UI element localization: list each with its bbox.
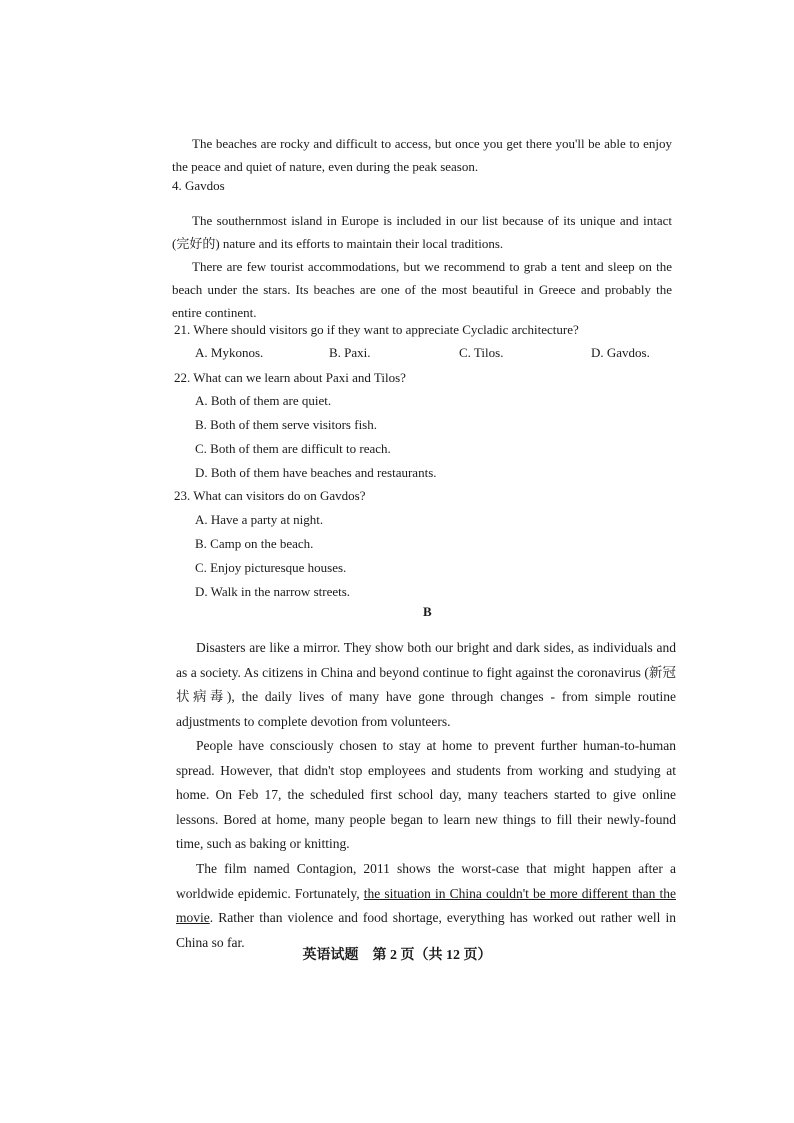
passage-b-paragraph-2: People have consciously chosen to stay at home to prevent further human-to-human spread. However, that didn't stop employees and students from working and studying at home. On Feb 17, the scheduled first school day, many teachers started to give online lessons. Bored at home, many people began to learn new things to fill their newly-found time, such as baking or knitting. [176,738,676,852]
passage-b-paragraph-3-start: The film named Contagion, 2011 shows the worst-case that might happen after a worldwide epidemic. Fortunately, [176,861,676,901]
passage-a-paragraph-2: The southernmost island in Europe is included in our list because of its unique and intact (完好的) nature and its efforts to maintain their local traditions. [172,213,672,251]
question-21-option-c[interactable]: C. Tilos. [459,345,504,360]
question-23-option-c[interactable]: C. Enjoy picturesque houses. [195,560,347,575]
question-23-stem: 23. What can visitors do on Gavdos? [174,488,366,503]
page-footer: 英语试题 第 2 页（共 12 页） [302,948,492,963]
passage-a-paragraph-1: The beaches are rocky and difficult to access, but once you get there you'll be able to enjoy the peace and quiet of nature, even during the peak season. [172,136,672,174]
question-22-option-d[interactable]: D. Both of them have beaches and restaurants. [195,465,437,480]
question-21-option-b[interactable]: B. Paxi. [329,345,371,360]
question-23-option-d[interactable]: D. Walk in the narrow streets. [195,584,351,599]
question-21-stem: 21. Where should visitors go if they want to appreciate Cycladic architecture? [174,322,579,337]
passage-b-paragraph-1: Disasters are like a mirror. They show both our bright and dark sides, as individuals and as a society. As citizens in China and beyond continue to fight against the coronavirus (新冠状病毒), the daily lives of many have gone through changes - from simple routine adjustments to complete devotion from volunteers. [176,640,676,729]
section-heading-gavdos: 4. Gavdos [172,178,225,193]
question-23-option-b[interactable]: B. Camp on the beach. [195,536,314,551]
section-b-label: B [423,604,432,619]
question-22-stem: 22. What can we learn about Paxi and Tilos? [174,370,406,385]
question-23-option-a[interactable]: A. Have a party at night. [195,512,324,527]
question-22-option-b[interactable]: B. Both of them serve visitors fish. [195,417,377,432]
passage-a-paragraph-3: There are few tourist accommodations, but we recommend to grab a tent and sleep on the beach under the stars. Its beaches are one of the most beautiful in Greece and probably the entire continent. [172,259,672,320]
underlined-sentence: the situation in China couldn't be more different than the movie [176,885,676,926]
question-21-option-a[interactable]: A. Mykonos. [195,345,264,360]
question-21-option-d[interactable]: D. Gavdos. [591,345,650,360]
passage-b-paragraph-3-end: . Rather than violence and food shortage, everything has worked out rather well in China so far. [176,910,676,950]
passage-b-paragraph-3 [176,857,676,955]
question-22-option-c[interactable]: C. Both of them are difficult to reach. [195,441,391,456]
question-22-option-a[interactable]: A. Both of them are quiet. [195,393,332,408]
question-21-options [195,343,655,363]
